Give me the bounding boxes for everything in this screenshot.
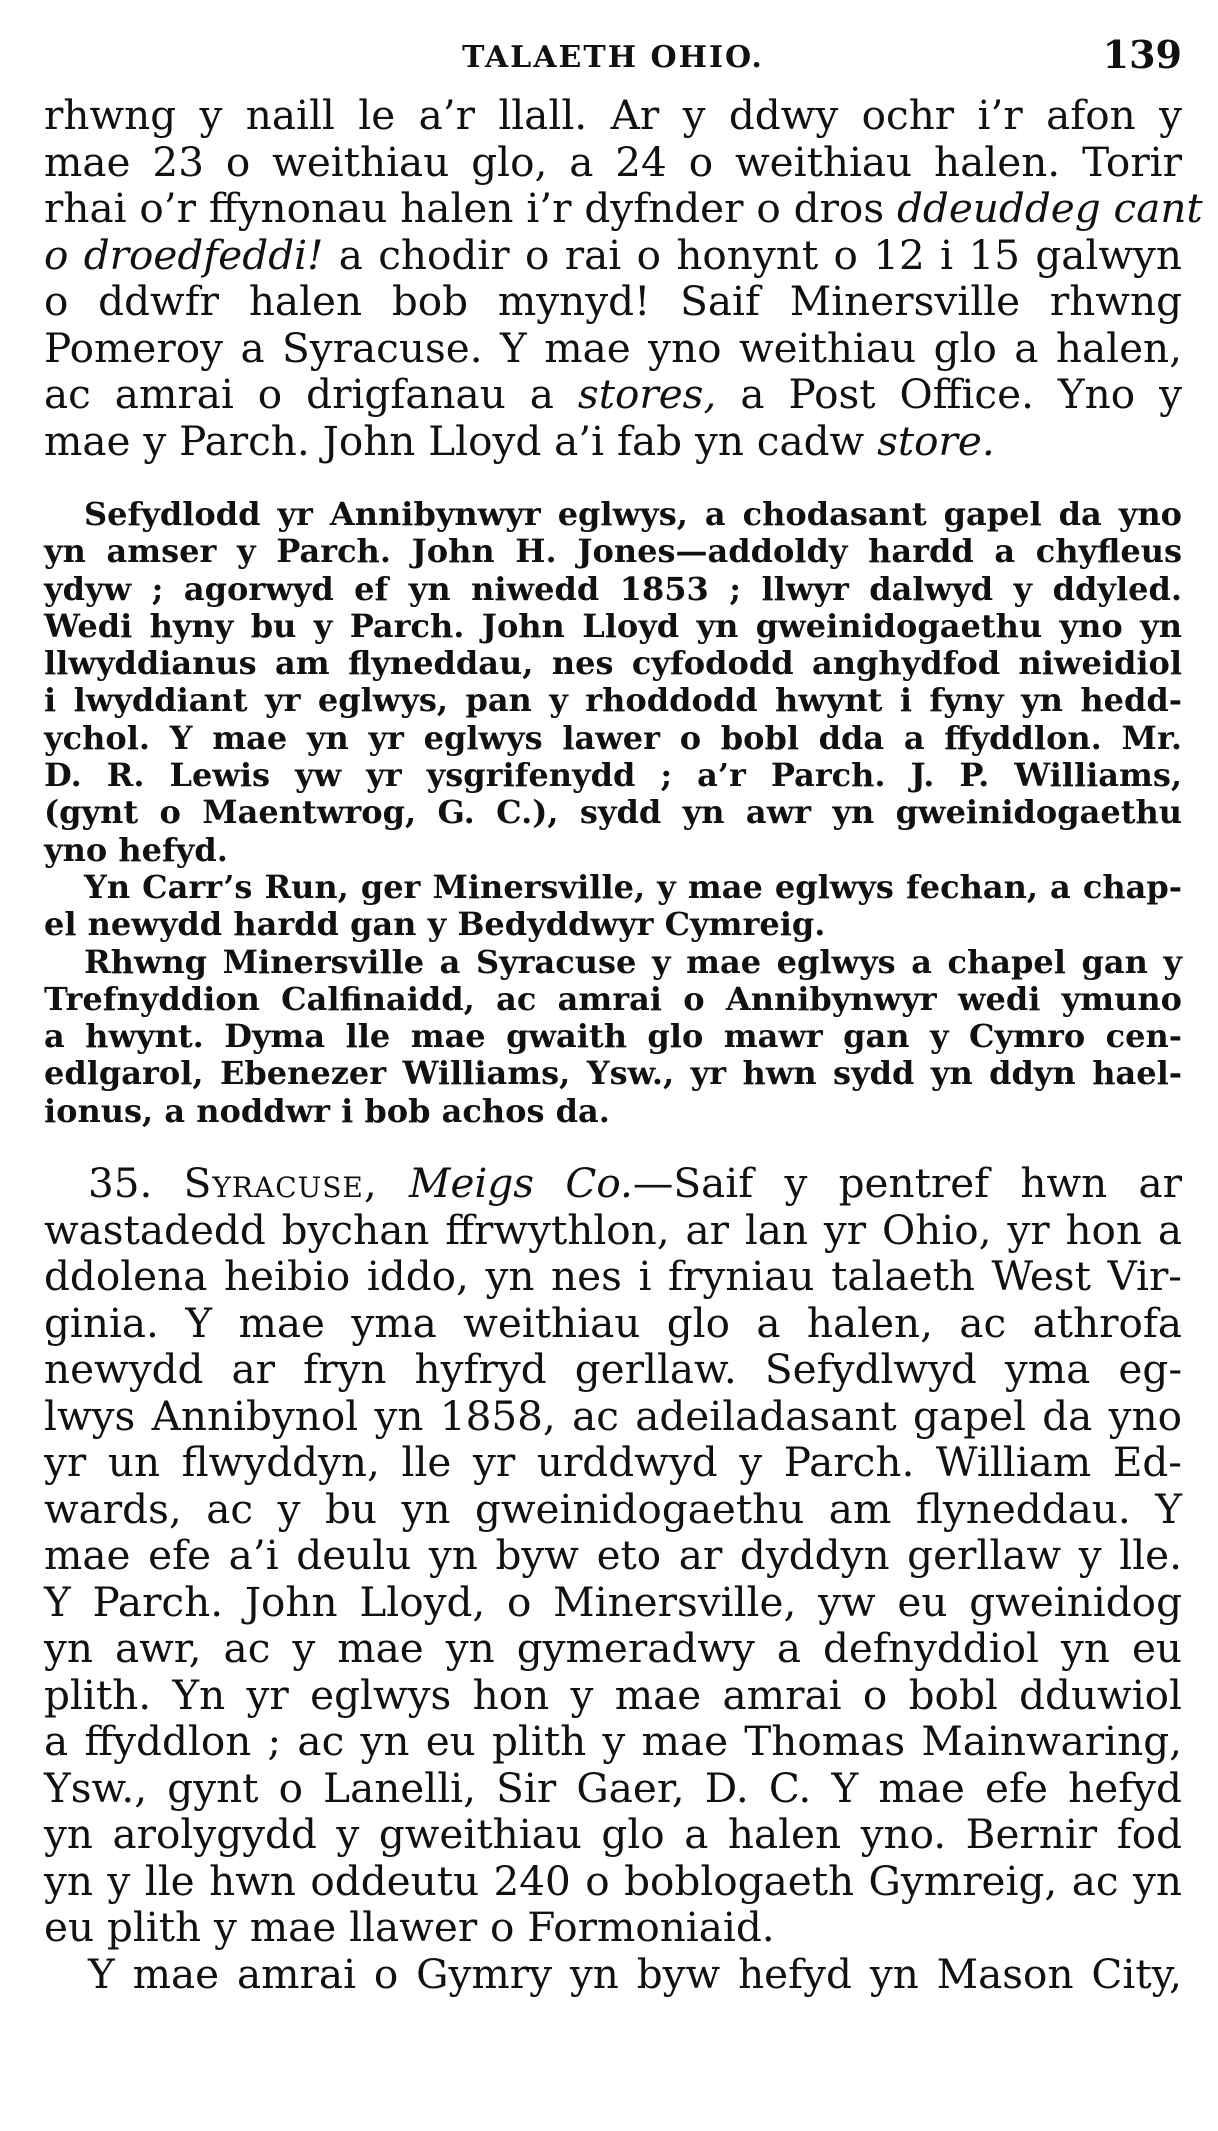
paragraph-1 (44, 91, 1203, 465)
text-line: lwys Annibynol yn 1858, ac adeiladasant gapel da yno (44, 1391, 1182, 1440)
text-line: Rhwng Minersville a Syracuse y mae eglwys a chapel gan y (84, 942, 1182, 981)
text-line: wastadedd bychan ffrwythlon, ar lan yr Ohio, yr hon a (44, 1205, 1182, 1254)
paragraph-3 (44, 869, 1182, 944)
text-line: Yn Carr’s Run, ger Minersville, y mae eglwys fechan, a chap- (84, 867, 1182, 906)
text-line: wards, ac y bu yn gweinidogaethu am flyneddau. Y (44, 1484, 1182, 1533)
text-line: Wedi hyny bu y Parch. John Lloyd yn gweinidogaethu yno yn (44, 606, 1182, 645)
text-line: a ffyddlon ; ac yn eu plith y mae Thomas Mainwaring, (44, 1717, 1182, 1766)
text-line: Trefnyddion Calfinaidd, ac amrai o Annibynwyr wedi ymuno (44, 979, 1182, 1018)
text-line: ionus, a noddwr i bob achos da. (44, 1091, 610, 1130)
text-line: mae 23 o weithiau glo, a 24 o weithiau halen. Torir (44, 137, 1182, 186)
text-line: yn y lle hwn oddeutu 240 o boblogaeth Gymreig, ac yn (44, 1856, 1182, 1905)
entry-number: 35. (88, 1159, 153, 1208)
entry-text: —Saif y pentref hwn ar (632, 1159, 1182, 1208)
text-line: yno hefyd. (44, 830, 228, 869)
entry-county: Meigs Co. (408, 1159, 633, 1208)
running-title: TALAETH OHIO. (462, 40, 764, 75)
paragraph-6 (44, 1951, 1182, 1998)
text-line: o ddwfr halen bob mynyd! Saif Minersville rhwng (44, 277, 1182, 325)
text-line: Y Parch. John Lloyd, o Minersville, yw eu gweinidog (44, 1577, 1182, 1626)
text-line: i lwyddiant yr eglwys, pan y rhoddodd hwynt i fyny yn hedd- (44, 681, 1182, 720)
text-line: ac amrai o drigfanau a stores, a Post Office. Yno y (44, 370, 1182, 418)
italic-text: ddeuddeg cant (896, 184, 1203, 232)
paragraph-4 (44, 944, 1182, 1130)
paragraph-2 (44, 496, 1182, 869)
text-line: edlgarol, Ebenezer Williams, Ysw., yr hwn sydd yn ddyn hael- (44, 1054, 1182, 1093)
text-line: ychol. Y mae yn yr eglwys lawer o bobl dda a ffyddlon. Mr. (44, 718, 1182, 757)
text-line: yn arolygydd y gweithiau glo a halen yno. Bernir fod (44, 1810, 1182, 1859)
text-line: yn awr, ac y mae yn gymeradwy a defnyddiol yn eu (44, 1624, 1182, 1673)
book-page (44, 30, 1203, 1998)
text-line: plith. Yn yr eglwys hon y mae amrai o bobl dduwiol (44, 1670, 1182, 1719)
text-line: a hwynt. Dyma lle mae gwaith glo mawr gan y Cymro cen- (44, 1017, 1182, 1056)
text-line: ydyw ; agorwyd ef yn niwedd 1853 ; llwyr dalwyd y ddyled. (44, 569, 1182, 608)
text-line: mae y Parch. John Lloyd a’i fab yn cadw store. (44, 416, 995, 465)
text-line: ginia. Y mae yma weithiau glo a halen, ac athrofa (44, 1298, 1182, 1347)
text-line: (gynt o Maentwrog, G. C.), sydd yn awr yn gweinidogaethu (44, 793, 1182, 832)
text-line: llwyddianus am flyneddau, nes cyfododd anghydfod niweidiol (44, 644, 1182, 683)
text-line: newydd ar fryn hyfryd gerllaw. Sefydlwyd yma eg- (44, 1345, 1182, 1394)
text-line: o droedfeddi! a chodir o rai o honynt o 12 i 15 galwyn (44, 230, 1182, 279)
entry-place: Syracuse, (183, 1159, 378, 1208)
text-line: Y mae amrai o Gymry yn byw hefyd yn Mason City, (88, 1949, 1182, 1998)
italic-text: o droedfeddi! (44, 230, 324, 279)
text-line: yr un flwyddyn, lle yr urddwyd y Parch. William Ed- (44, 1438, 1182, 1487)
text-line: rhai o’r ffynonau halen i’r dyfnder o dros ddeuddeg cant (44, 184, 1203, 232)
text-line: eu plith y mae llawer o Formoniaid. (44, 1903, 775, 1952)
text-line: Pomeroy a Syracuse. Y mae yno weithiau glo a halen, (44, 323, 1182, 372)
text-line: D. R. Lewis yw yr ysgrifenydd ; a’r Parch. J. P. Williams, (44, 756, 1182, 795)
entry-heading-line (44, 1160, 1182, 1207)
text-line: el newydd hardd gan y Bedyddwyr Cymreig. (44, 905, 826, 944)
text-line: ddolena heibio iddo, yn nes i fryniau talaeth West Vir- (44, 1252, 1182, 1301)
text-line: rhwng y naill le a’r llall. Ar y ddwy ochr i’r afon y (44, 91, 1182, 139)
running-header (44, 30, 1182, 90)
paragraph-5-syracuse (44, 1160, 1182, 1951)
text-line: Ysw., gynt o Lanelli, Sir Gaer, D. C. Y mae efe hefyd (44, 1763, 1182, 1812)
text-line: Sefydlodd yr Annibynwyr eglwys, a chodasant gapel da yno (84, 495, 1182, 533)
text-line: mae efe a’i deulu yn byw eto ar dyddyn gerllaw y lle. (44, 1531, 1182, 1580)
text-line: yn amser y Parch. John H. Jones—addoldy hardd a chyfleus (44, 532, 1182, 571)
page-number: 139 (1102, 32, 1182, 77)
italic-text: stores, (577, 370, 717, 418)
italic-text: store. (877, 416, 995, 465)
